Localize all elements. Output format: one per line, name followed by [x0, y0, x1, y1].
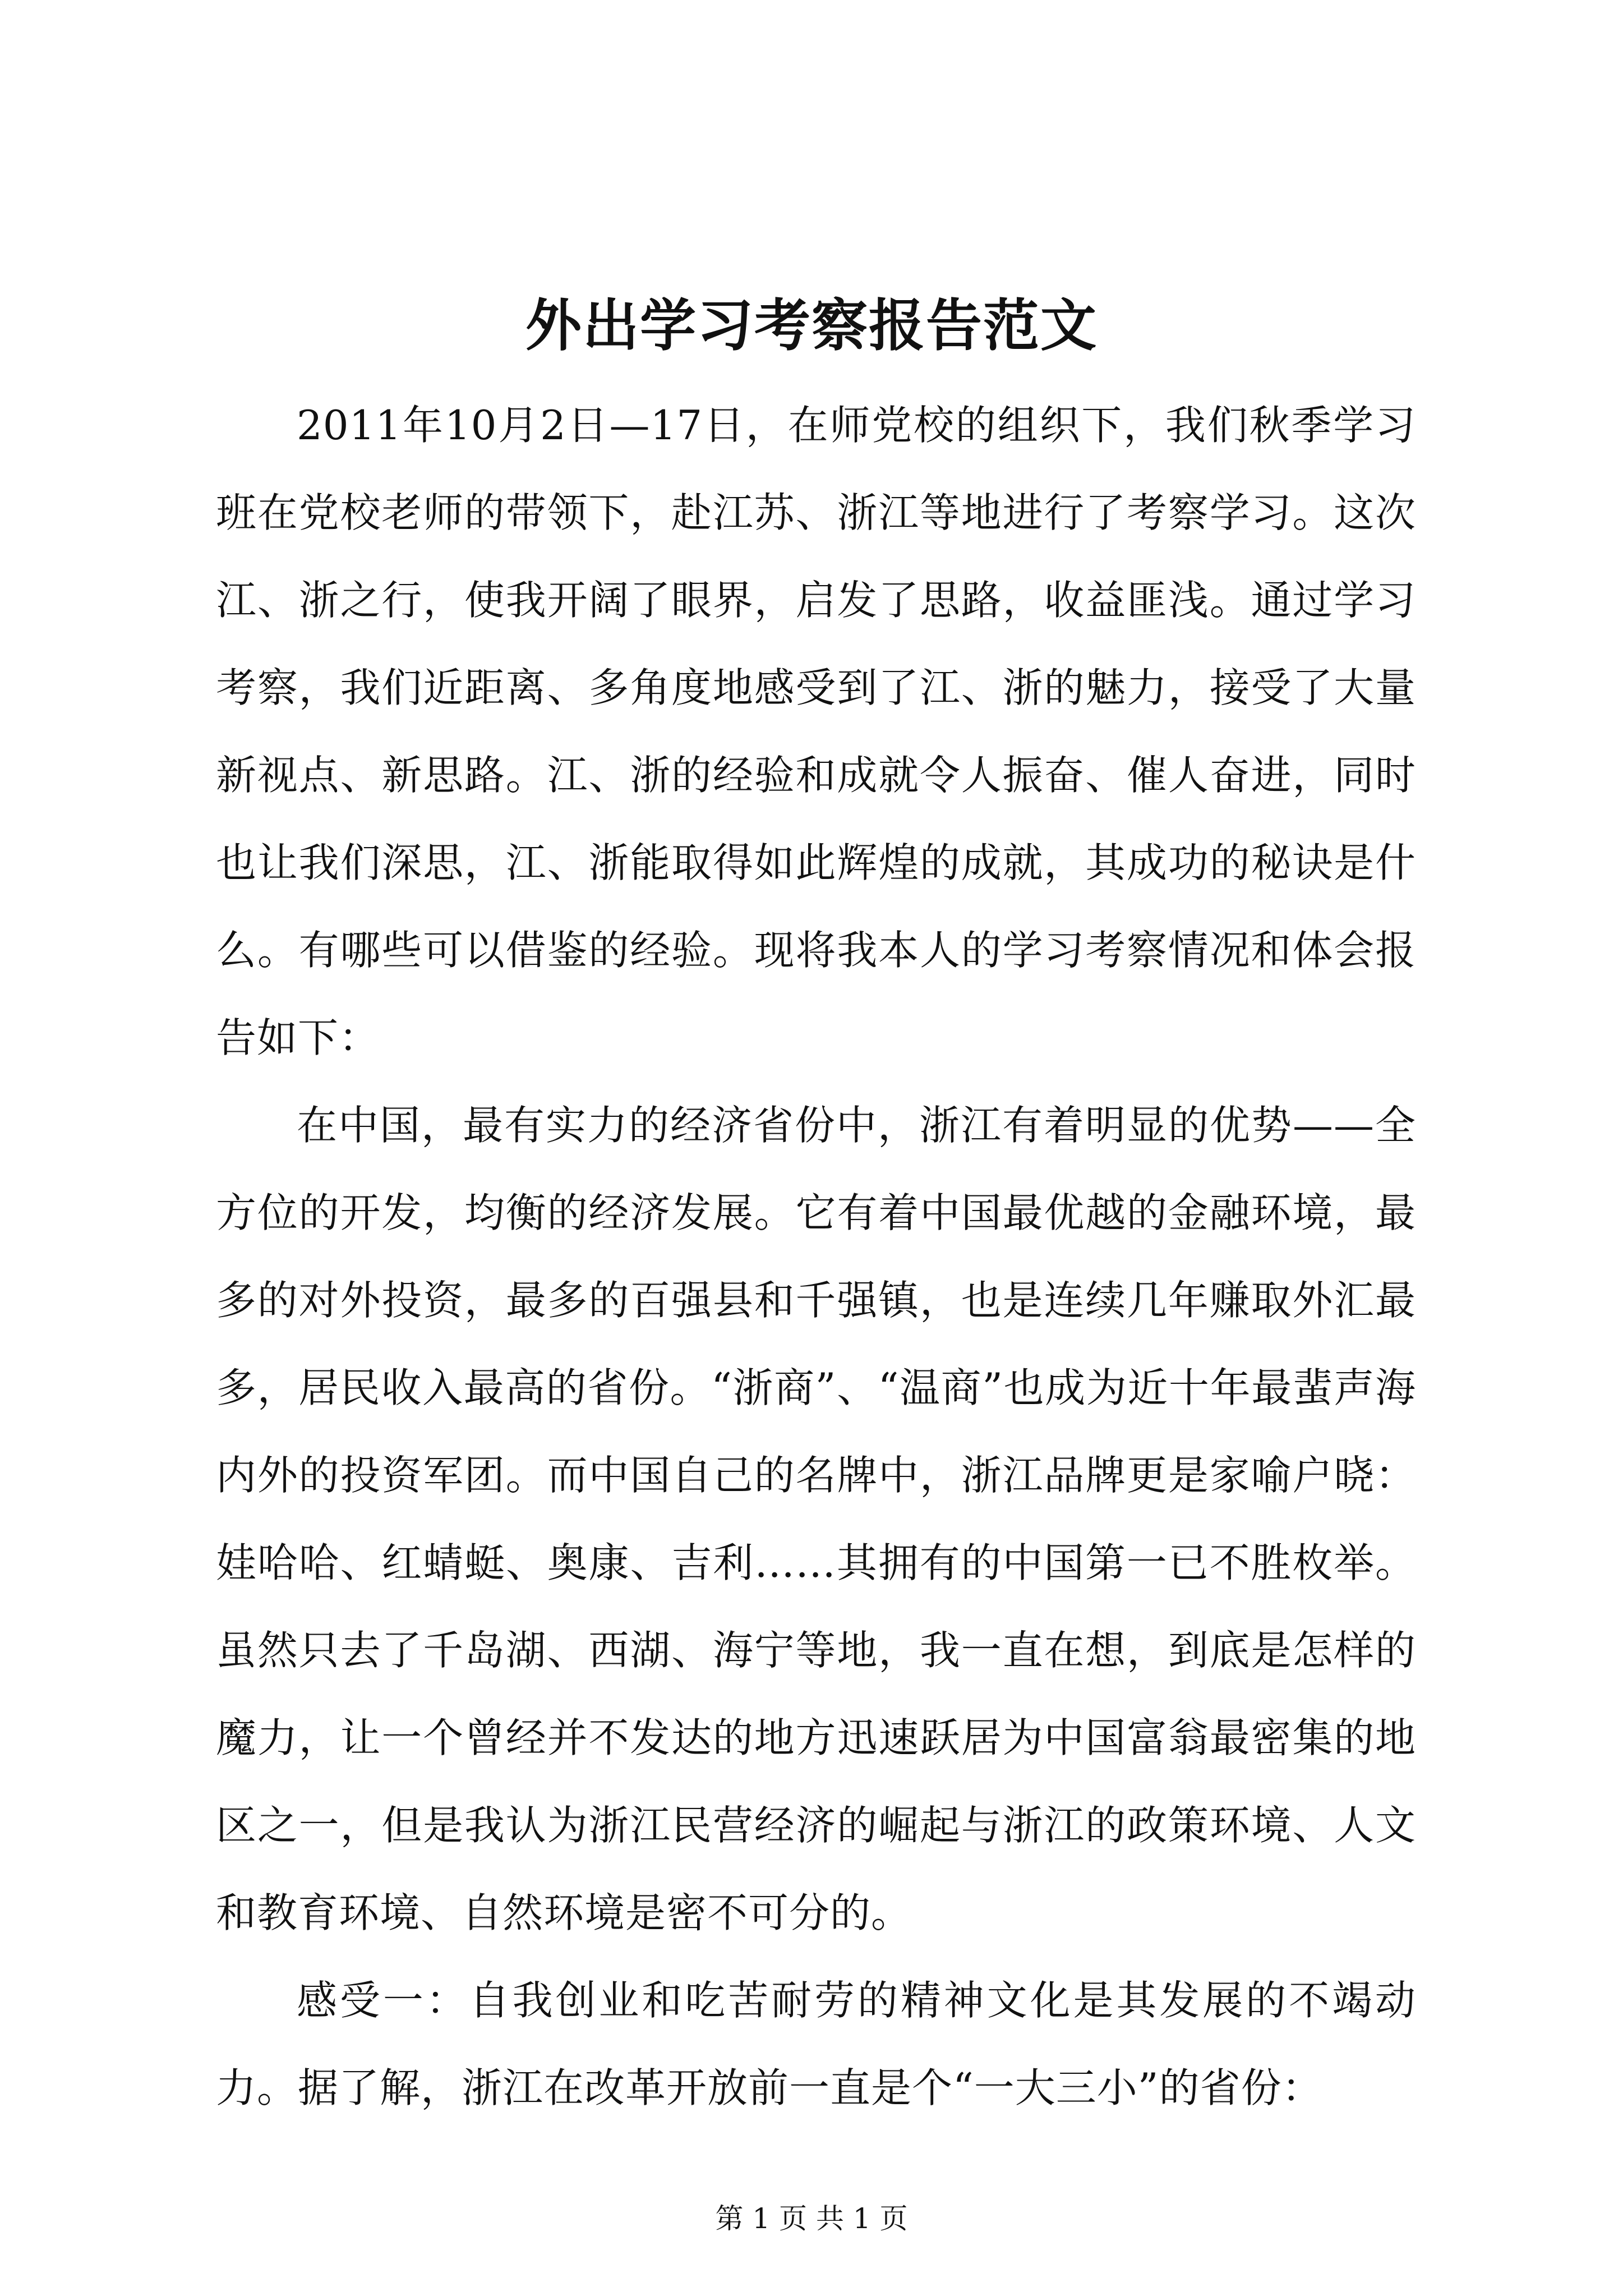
- page-footer: [0, 2199, 1623, 2238]
- paragraph-zhejiang-economy: 在中国，最有实力的经济省份中，浙江有着明显的优势——全方位的开发，均衡的经济发展。它有着中国最优越的金融环境，最多的对外投资，最多的百强县和千强镇，也是连续几年赚取外汇最多，居民收入最高的省份。“浙商”、“温商”也成为近十年最蜚声海内外的投资军团。而中国自己的名牌中，浙江品牌更是家喻户晓：娃哈哈、红蜻蜓、奥康、吉利……其拥有的中国第一已不胜枚举。虽然只去了千岛湖、西湖、海宁等地，我一直在想，到底是怎样的魔力，让一个曾经并不发达的地方迅速跃居为中国富翁最密集的地区之一，但是我认为浙江民营经济的崛起与浙江的政策环境、人文和教育环境、自然环境是密不可分的。: [216, 1102, 1416, 1936]
- document-title: 外出学习考察报告范文: [525, 292, 1098, 358]
- paragraph-intro: 2011年10月2日—17日，在师党校的组织下，我们秋季学习班在党校老师的带领下，赴江苏、浙江等地进行了考察学习。这次江、浙之行，使我开阔了眼界，启发了思路，收益匪浅。通过学习考察，我们近距离、多角度地感受到了江、浙的魅力，接受了大量新视点、新思路。江、浙的经验和成就令人振奋、催人奋进，同时也让我们深思，江、浙能取得如此辉煌的成就，其成功的秘诀是什么。有哪些可以借鉴的经验。现将我本人的学习考察情况和体会报告如下：: [216, 402, 1416, 1061]
- paragraph-feeling-one: 感受一：自我创业和吃苦耐劳的精神文化是其发展的不竭动力。据了解，浙江在改革开放前一直是个“一大三小”的省份：: [216, 1977, 1416, 2111]
- document-body: [216, 381, 1416, 2132]
- page-number-label: 第 1 页 共 1 页: [715, 2202, 908, 2235]
